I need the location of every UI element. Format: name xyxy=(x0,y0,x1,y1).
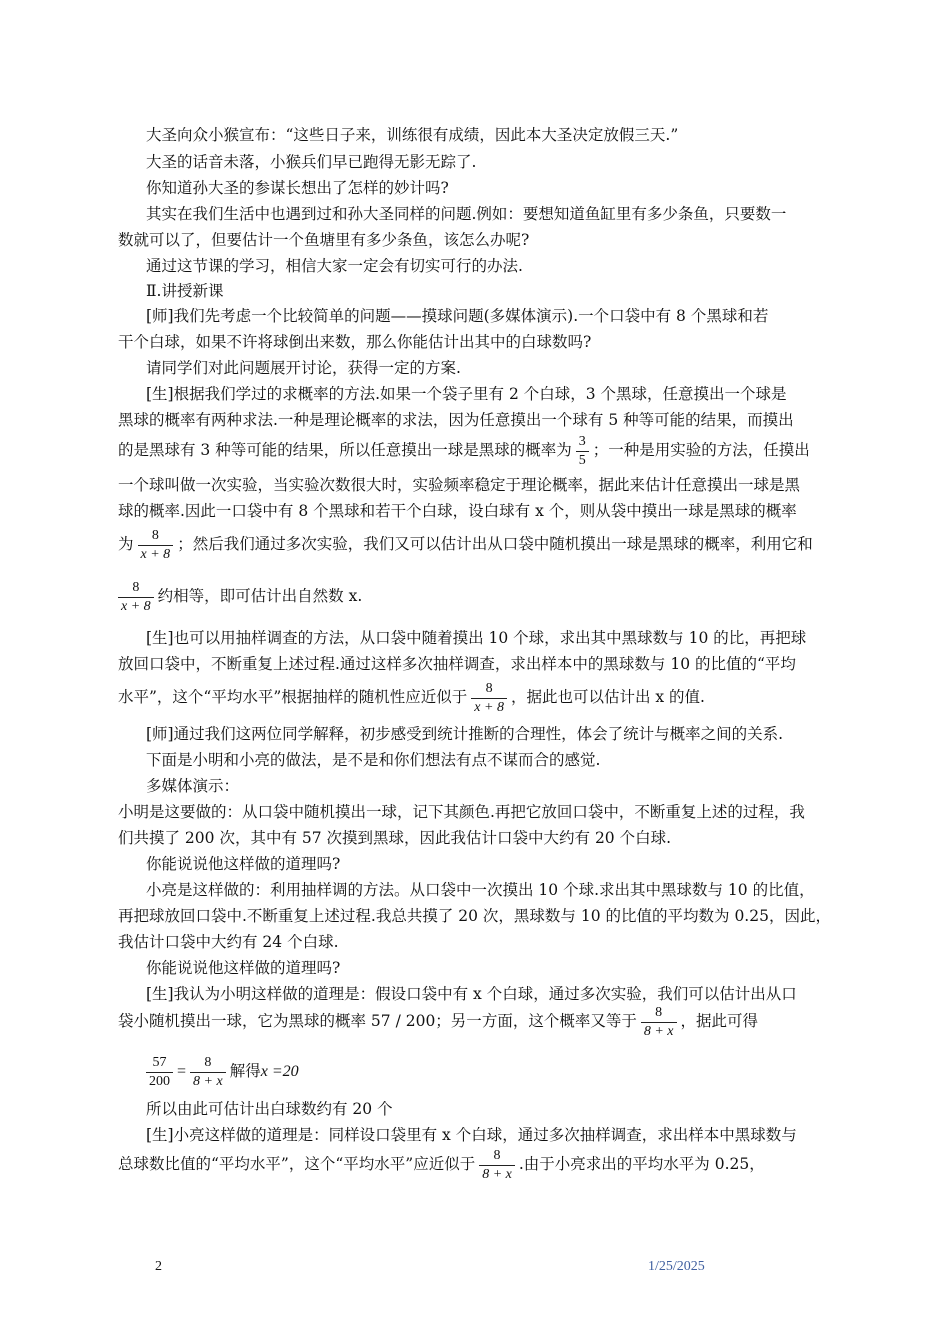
paragraph-line: [生]也可以用抽样调查的方法，从口袋中随着摸出 10 个球，求出其中黑球数与 10 的比，再把球 xyxy=(146,629,807,647)
text-span: 总球数比值的“平均水平”，这个“平均水平”应近似于 xyxy=(118,1155,476,1173)
paragraph-line: 球的概率.因此一口袋中有 8 个黑球和若干个白球，设白球有 x 个，则从袋中摸出一球是黑球的概率 xyxy=(118,502,797,520)
fraction-denominator: x + 8 xyxy=(474,699,504,715)
paragraph-line: 下面是小明和小亮的做法，是不是和你们想法有点不谋而合的感觉. xyxy=(146,751,601,769)
equals-sign: = xyxy=(177,1063,187,1080)
page-number: 2 xyxy=(155,1259,162,1274)
paragraph-line: 一个球叫做一次实验，当实验次数很大时，实验频率稳定于理论概率，据此来估计任意摸出一球是黑 xyxy=(118,476,801,494)
text-span: ；一种是用实验的方法，任摸出 xyxy=(592,441,810,459)
fraction-denominator: x + 8 xyxy=(121,598,151,614)
fraction-numerator: 8 xyxy=(190,1054,226,1073)
text-span: 的是黑球有 3 种等可能的结果，所以任意摸出一球是黑球的概率为 xyxy=(118,441,572,459)
fraction-denominator: 8 + x xyxy=(482,1166,512,1182)
paragraph-line xyxy=(118,574,848,618)
paragraph-line: 小亮是这样做的：利用抽样调的方法。从口袋中一次摸出 10 个球.求出其中黑球数与 10 的比值， xyxy=(146,881,815,899)
paragraph-line: 多媒体演示： xyxy=(146,777,240,795)
equation-line xyxy=(146,1049,876,1094)
paragraph-line: 你能说说他这样做的道理吗? xyxy=(146,959,341,977)
paragraph-line: 我估计口袋中大约有 24 个白球. xyxy=(118,933,339,951)
paragraph-line: [生]我认为小明这样做的道理是：假设口袋中有 x 个白球，通过多次实验，我们可以估计出从口 xyxy=(146,985,797,1003)
paragraph-line xyxy=(118,999,848,1043)
fraction-denominator: 200 xyxy=(149,1073,170,1089)
fraction xyxy=(190,1054,226,1091)
text-span: .由于小亮求出的平均水平为 0.25， xyxy=(518,1155,765,1173)
paragraph-line: 大圣的话音未落，小猴兵们早已跑得无影无踪了. xyxy=(146,153,477,171)
paragraph-line: 通过这节课的学习，相信大家一定会有切实可行的办法. xyxy=(146,257,523,275)
text-span: 解得 xyxy=(229,1062,261,1080)
fraction-numerator: 8 xyxy=(118,579,154,598)
paragraph-line: 你知道孙大圣的参谋长想出了怎样的妙计吗? xyxy=(146,179,449,197)
paragraph-line xyxy=(118,675,848,719)
paragraph-line: 所以由此可估计出白球数约有 20 个 xyxy=(146,1100,393,1118)
fraction-numerator: 3 xyxy=(576,433,589,452)
equation-result: x =20 xyxy=(260,1063,299,1080)
fraction xyxy=(576,433,589,470)
text-span: ，据此也可以估计出 x 的值. xyxy=(510,688,705,706)
fraction xyxy=(146,1054,173,1091)
paragraph-line: 再把球放回口袋中.不断重复上述过程.我总共摸了 20 次，黑球数与 10 的比值的平均数为 0.25，因此， xyxy=(118,907,831,925)
section-heading: Ⅱ.讲授新课 xyxy=(146,282,224,300)
text-span: 水平”，这个“平均水平”根据抽样的随机性应近似于 xyxy=(118,688,468,706)
text-span: ；然后我们通过多次实验，我们又可以估计出从口袋中随机摸出一球是黑球的概率，利用它和 xyxy=(177,535,813,553)
paragraph-line: 大圣向众小猴宣布：“这些日子来，训练很有成绩，因此本大圣决定放假三天.” xyxy=(146,126,679,144)
fraction-numerator: 8 xyxy=(138,527,174,546)
fraction-numerator: 8 xyxy=(479,1147,515,1166)
fraction-numerator: 57 xyxy=(146,1054,173,1073)
paragraph-line: 你能说说他这样做的道理吗? xyxy=(146,855,341,873)
fraction xyxy=(471,680,507,717)
fraction-numerator: 8 xyxy=(641,1004,677,1023)
paragraph-line xyxy=(118,428,848,472)
fraction-numerator: 8 xyxy=(471,680,507,699)
paragraph-line: 其实在我们生活中也遇到过和孙大圣同样的问题.例如：要想知道鱼缸里有多少条鱼，只要数一 xyxy=(146,205,787,223)
fraction-denominator: 8 + x xyxy=(193,1073,223,1089)
paragraph-line xyxy=(118,1142,848,1186)
text-span: 为 xyxy=(118,535,134,553)
paragraph-line: [师]我们先考虑一个比较简单的问题——摸球问题(多媒体演示).一个口袋中有 8 个黑球和若 xyxy=(146,307,769,325)
fraction xyxy=(138,527,174,564)
fraction xyxy=(479,1147,515,1184)
text-span: ，据此可得 xyxy=(680,1012,759,1030)
paragraph-line: [师]通过我们这两位同学解释，初步感受到统计推断的合理性，体会了统计与概率之间的关系. xyxy=(146,725,784,743)
text-span: 约相等，即可估计出自然数 x. xyxy=(157,587,363,605)
fraction-denominator: x + 8 xyxy=(140,546,171,562)
paragraph-line: 请同学们对此问题展开讨论，获得一定的方案. xyxy=(146,359,461,377)
fraction xyxy=(118,579,154,616)
fraction-denominator: 5 xyxy=(578,452,586,468)
text-span: 袋小随机摸出一球，它为黑球的概率 57 / 200；另一方面，这个概率又等于 xyxy=(118,1012,637,1030)
paragraph-line xyxy=(118,522,848,566)
paragraph-line: 们共摸了 200 次，其中有 57 次摸到黑球，因此我估计口袋中大约有 20 个白球. xyxy=(118,829,672,847)
paragraph-line: 放回口袋中，不断重复上述过程.通过这样多次抽样调查，求出样本中的黑球数与 10 的比值的“平均 xyxy=(118,655,796,673)
fraction xyxy=(641,1004,677,1041)
footer-date: 1/25/2025 xyxy=(648,1259,705,1274)
paragraph-line: [生]根据我们学过的求概率的方法.如果一个袋子里有 2 个白球，3 个黑球，任意摸出一个球是 xyxy=(146,385,787,403)
paragraph-line: [生]小亮这样做的道理是：同样设口袋里有 x 个白球，通过多次抽样调查，求出样本中黑球数与 xyxy=(146,1126,797,1144)
paragraph-line: 小明是这要做的：从口袋中随机摸出一球，记下其颜色.再把它放回口袋中，不断重复上述的过程，我 xyxy=(118,803,805,821)
paragraph-line: 数就可以了，但要估计一个鱼塘里有多少条鱼，该怎么办呢? xyxy=(118,231,530,249)
paragraph-line: 干个白球，如果不许将球倒出来数，那么你能估计出其中的白球数吗? xyxy=(118,333,592,351)
fraction-denominator: 8 + x xyxy=(643,1023,674,1039)
paragraph-line: 黑球的概率有两种求法.一种是理论概率的求法，因为任意摸出一个球有 5 种等可能的结果，而摸出 xyxy=(118,411,794,429)
